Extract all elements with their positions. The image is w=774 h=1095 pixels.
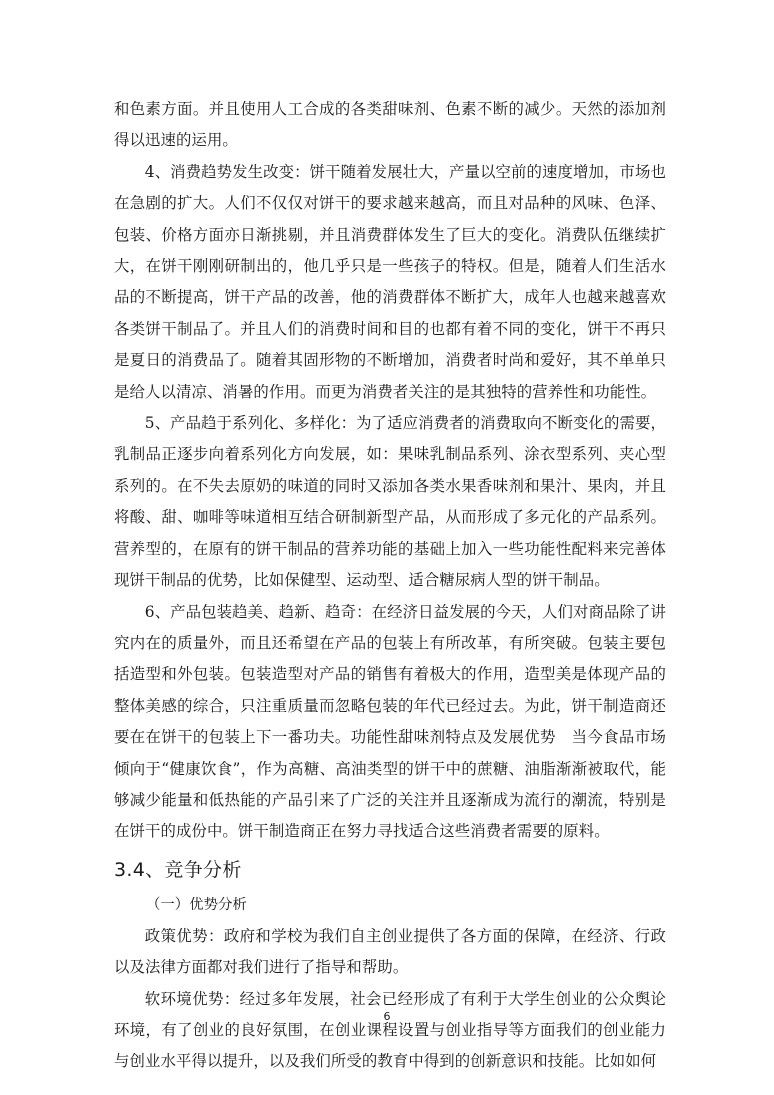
paragraph-continuation: 和色素方面。并且使用人工合成的各类甜味剂、色素不断的减少。天然的添加剂得以迅速的运用。 (114, 100, 666, 150)
paragraph-consumption-trend: 4、消费趋势发生改变：饼干随着发展壮大，产量以空前的速度增加，市场也在急剧的扩大。人们不仅仅对饼干的要求越来越高，而且对品种的风味、色泽、包装、价格方面亦日渐挑剔，并且消费群体发生了巨大的变化。消费队伍继续扩大，在饼干刚刚研制出的，他几乎只是一些孩子的特权。但是，随着人们生活水品的不断提高，饼干产品的改善，他的消费群体不断扩大，成年人也越来越喜欢各类饼干制品了。并且人们的消费时间和目的也都有着不同的变化，饼干不再只是夏日的消费品了。随着其固形物的不断增加，消费者时尚和爱好，其不单单只是给人以清凉、消暑的作用。而更为消费者关注的是其独特的营养性和功能性。 (114, 162, 666, 401)
paragraph-policy-advantage: 政策优势：政府和学校为我们自主创业提供了各方面的保障，在经济、行政以及法律方面都对我们进行了指导和帮助。 (114, 926, 666, 977)
section-heading-competition: 3.4、竞争分析 (114, 858, 242, 881)
subheading-advantages: （一）优势分析 (146, 896, 247, 913)
paragraph-packaging: 6、产品包装趋美、趋新、趋奇：在经济日益发展的今天，人们对商品除了讲究内在的质量外，而且还希望在产品的包装上有所改革，有所突破。包装主要包括造型和外包装。包装造型对产品的销售有着极大的作用，造型美是体现产品的整体美感的综合，只注重质量而忽略包装的年代已经过去。为此，饼干制造商还要在在饼干的包装上下一番功夫。功能性甜味剂特点及发展优势 当今食品市场倾向于“健康饮食”，作为高糖、高油类型的饼干中的蔗糖、油脂渐渐被取代，能够减少能量和低热能的产品引来了广泛的关注并且逐渐成为流行的潮流，特别是在饼干的成份中。饼干制造商正在努力寻找适合这些消费者需要的原料。 (114, 602, 666, 841)
paragraph-soft-environment: 软环境优势：经过多年发展，社会已经形成了有利于大学生创业的公众舆论环境，有了创业的良好氛围，在创业课程设置与创业指导等方面我们的创业能力与创业水平得以提升，以及我们所受的教育中得到的创新意识和技能。比如如何 (114, 989, 666, 1071)
page-content (114, 94, 666, 1078)
page-number: 6 (383, 1010, 391, 1023)
paragraph-product-series: 5、产品趋于系列化、多样化：为了适应消费者的消费取向不断变化的需要，乳制品正逐步向着系列化方向发展，如：果味乳制品系列、涂衣型系列、夹心型系列的。在不失去原奶的味道的同时又添加各类水果香味剂和果汁、果肉，并且将酸、甜、咖啡等味道相互结合研制新型产品，从而形成了多元化的产品系列。营养型的，在原有的饼干制品的营养功能的基础上加入一些功能性配料来完善体现饼干制品的优势，比如保健型、运动型、适合糖尿病人型的饼干制品。 (114, 414, 666, 590)
